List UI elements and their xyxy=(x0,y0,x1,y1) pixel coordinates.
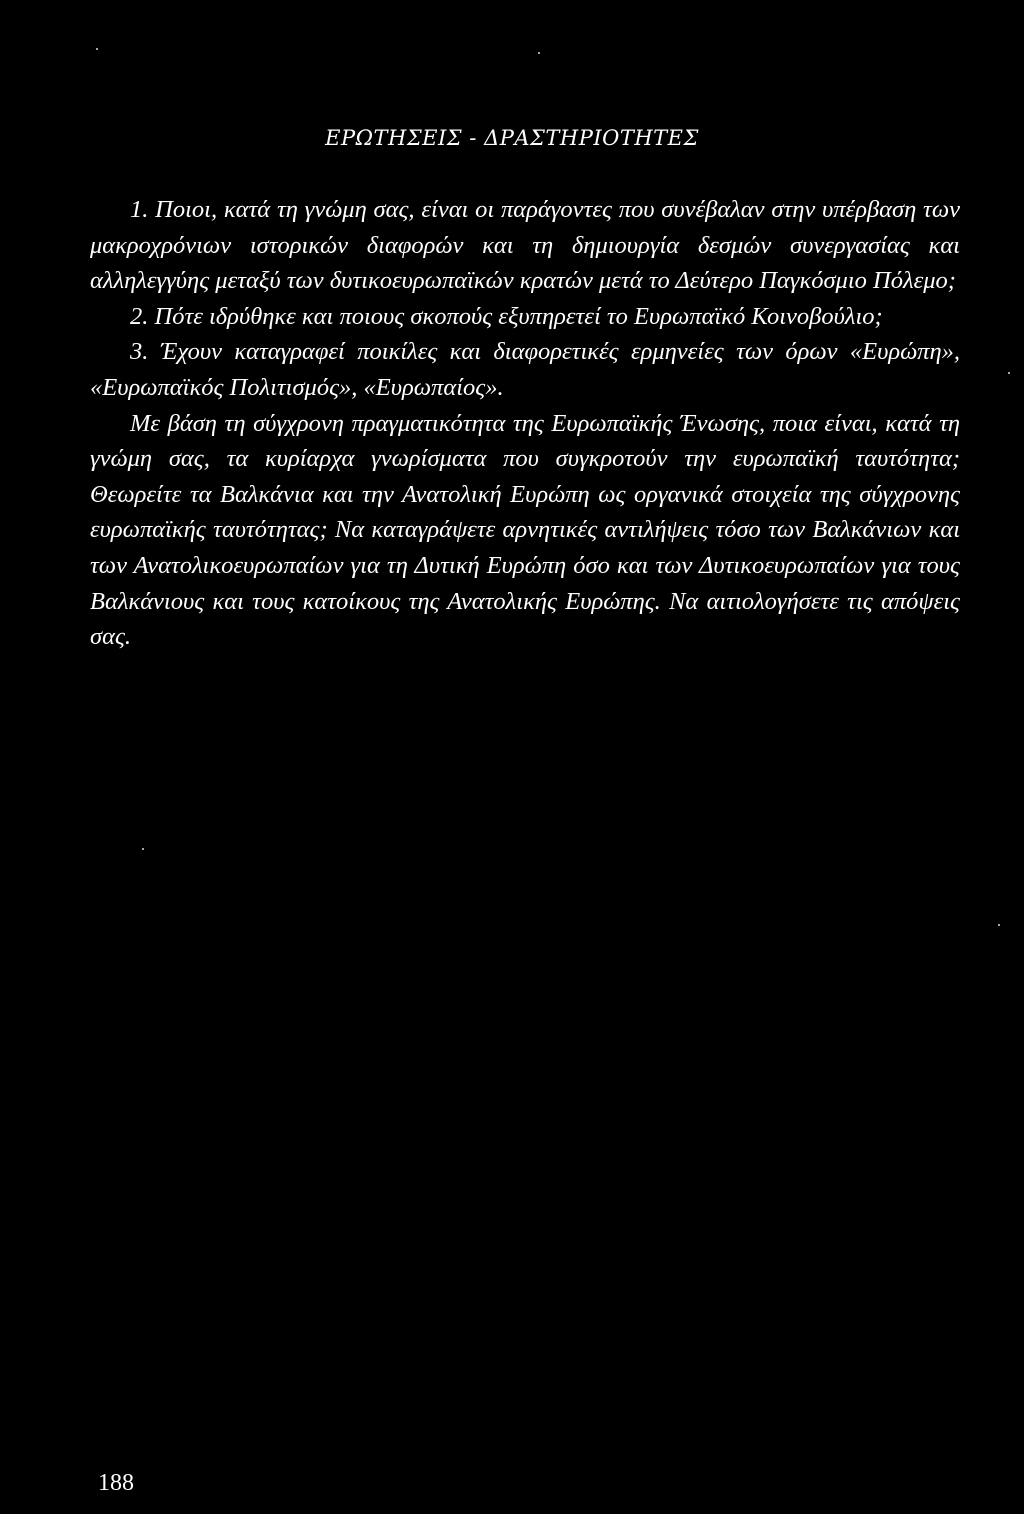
page-number: 188 xyxy=(98,1470,134,1496)
question-1: 1. Ποιοι, κατά τη γνώμη σας, είναι οι παράγοντες που συνέβαλαν στην υπέρβαση των μακροχρόνιων ιστορικών διαφορών και τη δημιουργία δεσμών συνεργασίας και αλληλεγγύης μεταξύ των δυτικοευρωπαϊκών κρατών μετά το Δεύτερο Παγκόσμιο Πόλεμο; xyxy=(90,196,960,295)
question-2: 2. Πότε ιδρύθηκε και ποιους σκοπούς εξυπηρετεί το Ευρωπαϊκό Κοινοβούλιο; xyxy=(130,302,883,330)
question-3-body: Με βάση τη σύγχρονη πραγματικότητα της Ευρωπαϊκής Ένωσης, ποια είναι, κατά τη γνώμη σας, τα κυρίαρχα γνωρίσματα που συγκροτούν την ευρωπαϊκή ταυτότητα; Θεωρείτε τα Βαλκάνια και την Ανατολική Ευρώπη ως οργανικά στοιχεία της σύγχρονης ευρωπαϊκής ταυτότητας; Να καταγράψετε αρνητικές αντιλήψεις τόσο των Βαλκάνιων και των Ανατολικοευρωπαίων για τη Δυτική Ευρώπη όσο και των Δυτικοευρωπαίων για τους Βαλκάνιους και τους κατοίκους της Ανατολικής Ευρώπης. Να αιτιολογήσετε τις απόψεις σας. xyxy=(90,409,960,651)
scan-speck xyxy=(998,924,1000,926)
question-3-intro: 3. Έχουν καταγραφεί ποικίλες και διαφορετικές ερμηνείες των όρων «Ευρώπη», «Ευρωπαϊκός Πολιτισμός», «Ευρωπαίος». xyxy=(90,338,960,401)
scan-speck xyxy=(538,52,540,54)
questions-body xyxy=(90,192,960,655)
scan-speck xyxy=(142,848,144,850)
scan-speck xyxy=(96,48,98,50)
page-title: ΕΡΩΤΗΣΕΙΣ - ΔΡΑΣΤΗΡΙΟΤΗΤΕΣ xyxy=(325,126,699,150)
scan-speck xyxy=(1008,372,1010,374)
